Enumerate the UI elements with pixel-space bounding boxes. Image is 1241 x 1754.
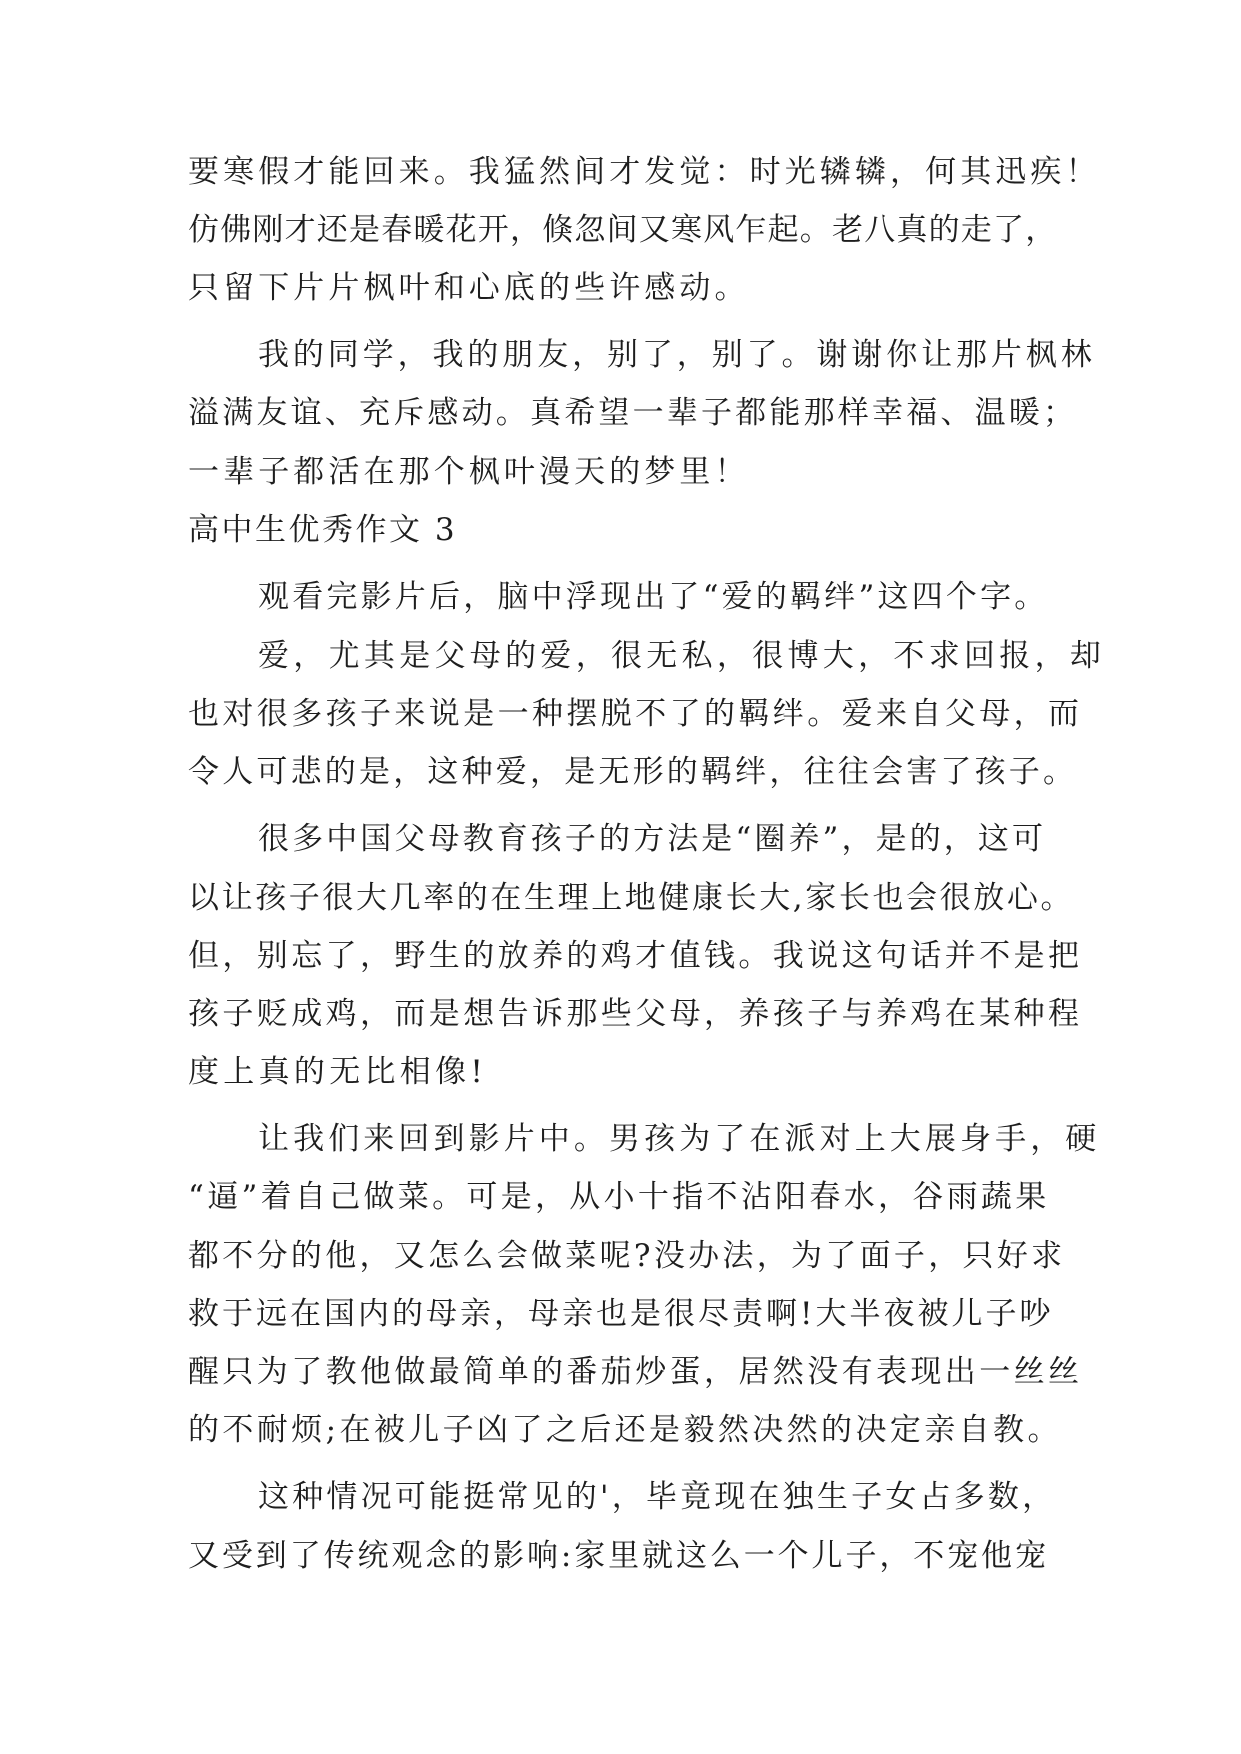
text-line: 也对很多孩子来说是一种摆脱不了的羁绊。爱来自父母，而 xyxy=(188,696,1083,732)
text-line: 都不分的他，又怎么会做菜呢?没办法，为了面子，只好求 xyxy=(188,1238,1066,1274)
text-line: 要寒假才能回来。我猛然间才发觉：时光辚辚，何其迅疾！ xyxy=(188,154,1101,190)
text-line: 只留下片片枫叶和心底的些许感动。 xyxy=(188,270,750,306)
text-line: 仿佛刚才还是春暖花开，倏忽间又寒风乍起。老八真的走了， xyxy=(188,212,1058,248)
text-line: 的不耐烦;在被儿子凶了之后还是毅然决然的决定亲自教。 xyxy=(188,1412,1062,1448)
text-line: 度上真的无比相像! xyxy=(188,1054,488,1090)
text-line: 我的同学，我的朋友，别了，别了。谢谢你让那片枫林 xyxy=(258,337,1096,373)
text-line: 但，别忘了，野生的放养的鸡才值钱。我说这句话并不是把 xyxy=(188,938,1083,974)
text-line: 很多中国父母教育孩子的方法是“圈养”，是的，这可 xyxy=(258,821,1047,857)
text-line: 爱，尤其是父母的爱，很无私，很博大，不求回报，却 xyxy=(258,638,1106,674)
text-line: 救于远在国内的母亲，母亲也是很尽责啊!大半夜被儿子吵 xyxy=(188,1296,1054,1332)
text-line: 醒只为了教他做最简单的番茄炒蛋，居然没有表现出一丝丝 xyxy=(188,1354,1083,1390)
text-line: 让我们来回到影片中。男孩为了在派对上大展身手，硬 xyxy=(258,1121,1101,1157)
text-line: 一辈子都活在那个枫叶漫天的梦里！ xyxy=(188,454,750,490)
text-line: 又受到了传统观念的影响:家里就这么一个儿子，不宠他宠 xyxy=(188,1538,1049,1574)
text-line: 以让孩子很大几率的在生理上地健康长大,家长也会很放心。 xyxy=(188,880,1075,916)
text-line: 溢满友谊、充斥感动。真希望一辈子都能那样幸福、温暖； xyxy=(188,395,1078,431)
section-title: 高中生优秀作文 3 xyxy=(188,512,458,548)
text-line: 这种情况可能挺常见的'，毕竟现在独生子女占多数， xyxy=(258,1479,1057,1515)
text-line: 观看完影片后，脑中浮现出了“爱的羁绊”这四个字。 xyxy=(258,579,1049,615)
text-line: 令人可悲的是，这种爱，是无形的羁绊，往往会害了孩子。 xyxy=(188,754,1078,790)
text-line: 孩子贬成鸡，而是想告诉那些父母，养孩子与养鸡在某种程 xyxy=(188,996,1083,1032)
text-line: “逼”着自己做菜。可是，从小十指不沾阳春水，谷雨蔬果 xyxy=(188,1179,1050,1215)
